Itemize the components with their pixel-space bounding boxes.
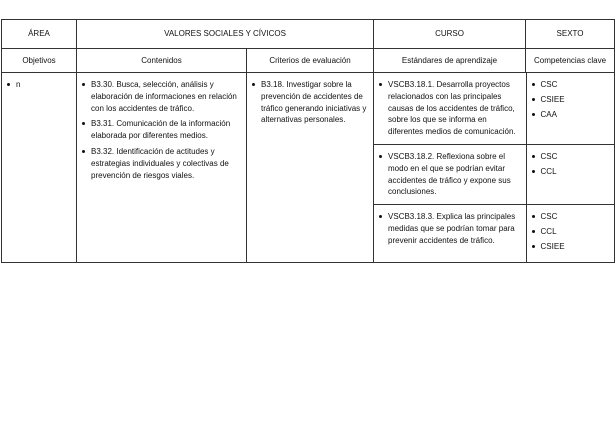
area-label-cell: ÁREA [2, 20, 77, 49]
estandar-row [374, 205, 615, 262]
competencia-item: CCL [531, 226, 612, 238]
contenidos-header: Contenidos [77, 49, 247, 73]
estandar-row [374, 144, 615, 204]
estandares-table [374, 73, 615, 262]
header-row [2, 20, 615, 49]
estandares-header: Estándares de aprendizaje [374, 49, 526, 73]
body-row [2, 73, 615, 263]
criterios-header: Criterios de evaluación [247, 49, 374, 73]
curriculum-table [1, 19, 615, 263]
estandar-item: VSCB3.18.2. Reflexiona sobre el modo en el que se podrían evitar accidentes de tráfico y expone sus conclusiones. [378, 151, 522, 198]
contenido-item: B3.31. Comunicación de la información elaborada por diferentes medios. [81, 118, 242, 142]
estandares-competencias-cell [374, 73, 615, 263]
contenidos-cell [77, 73, 247, 263]
estandar-item: VSCB3.18.3. Explica las principales medidas que se podrían tomar para prevenir accidentes de tráfico. [378, 211, 522, 246]
area-value-cell: VALORES SOCIALES Y CÍVICOS [77, 20, 374, 49]
criterio-item: B3.18. Investigar sobre la prevención de accidentes de tráfico generando iniciativas y alternativas personales. [251, 79, 369, 126]
competencia-item: CCL [531, 166, 612, 178]
competencia-item: CSC [531, 79, 612, 91]
competencia-item: CSIEE [531, 94, 612, 106]
curso-label-cell: CURSO [374, 20, 526, 49]
curso-value-cell: SEXTO [526, 20, 615, 49]
objetivo-item: n [6, 79, 72, 91]
contenido-item: B3.32. Identificación de actitudes y estrategias individuales y colectivas de prevención de riesgos viales. [81, 146, 242, 181]
competencia-item: CSIEE [531, 241, 612, 253]
contenido-item: B3.30. Busca, selección, análisis y elaboración de informaciones en relación con los accidentes de tráfico. [81, 79, 242, 114]
competencia-item: CSC [531, 151, 612, 163]
subheader-row [2, 49, 615, 73]
competencia-item: CSC [531, 211, 612, 223]
competencias-header: Competencias clave [526, 49, 615, 73]
criterios-cell [247, 73, 374, 263]
competencia-item: CAA [531, 109, 612, 121]
estandar-row [374, 73, 615, 144]
objetivos-header: Objetivos [2, 49, 77, 73]
objetivos-cell [2, 73, 77, 263]
estandar-item: VSCB3.18.1. Desarrolla proyectos relacionados con las principales causas de los accidentes de tráfico, sobre los que se informa en diferentes medios de comunicación. [378, 79, 522, 138]
